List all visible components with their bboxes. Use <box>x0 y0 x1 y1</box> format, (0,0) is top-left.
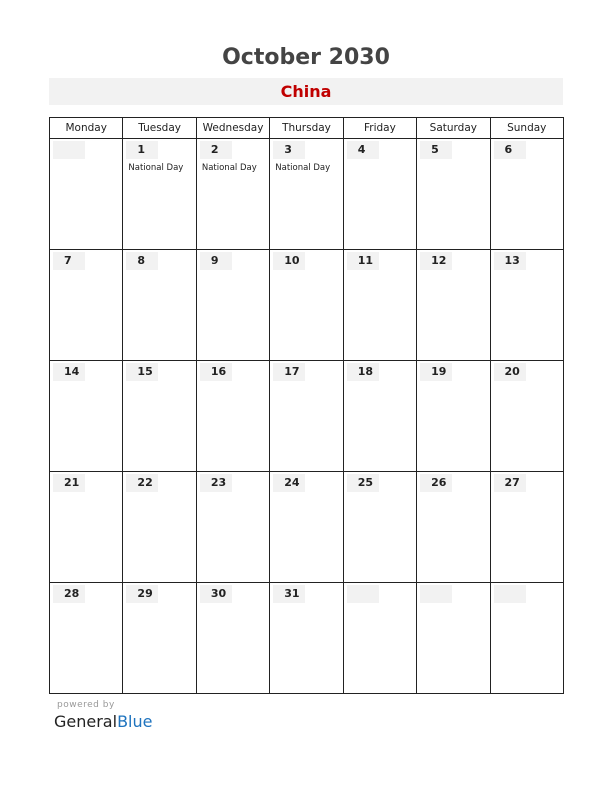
day-number: 27 <box>494 474 526 492</box>
day-cell[interactable] <box>490 250 563 361</box>
day-number <box>53 141 85 159</box>
calendar-title: October 2030 <box>222 45 390 70</box>
day-number: 4 <box>347 141 379 159</box>
day-cell[interactable] <box>270 583 343 694</box>
weekday-header-row <box>50 118 564 139</box>
weekday-header: Monday <box>50 118 123 139</box>
day-number <box>420 585 452 603</box>
day-number: 18 <box>347 363 379 381</box>
day-number: 22 <box>126 474 158 492</box>
day-number: 3 <box>273 141 305 159</box>
day-cell[interactable] <box>196 250 269 361</box>
week-row <box>50 583 564 694</box>
day-cell[interactable] <box>343 583 416 694</box>
calendar-grid <box>49 117 564 694</box>
country-name: China <box>280 82 332 101</box>
holiday-label: National Day <box>275 163 331 173</box>
day-cell[interactable] <box>196 361 269 472</box>
day-number: 20 <box>494 363 526 381</box>
day-cell[interactable] <box>490 472 563 583</box>
day-number: 19 <box>420 363 452 381</box>
day-number: 2 <box>200 141 232 159</box>
week-row <box>50 250 564 361</box>
day-cell[interactable] <box>270 361 343 472</box>
day-cell[interactable] <box>270 472 343 583</box>
day-cell[interactable] <box>123 583 196 694</box>
day-number: 30 <box>200 585 232 603</box>
week-row <box>50 139 564 250</box>
day-number: 29 <box>126 585 158 603</box>
day-number: 16 <box>200 363 232 381</box>
day-cell[interactable] <box>50 583 123 694</box>
day-cell[interactable] <box>123 139 196 250</box>
day-number: 5 <box>420 141 452 159</box>
day-cell[interactable] <box>417 361 490 472</box>
day-number: 15 <box>126 363 158 381</box>
day-number: 12 <box>420 252 452 270</box>
holiday-label: National Day <box>128 163 184 173</box>
day-cell[interactable] <box>50 139 123 250</box>
country-banner <box>49 78 563 105</box>
day-number: 1 <box>126 141 158 159</box>
day-number <box>494 585 526 603</box>
day-cell[interactable] <box>270 139 343 250</box>
day-cell[interactable] <box>123 472 196 583</box>
day-cell[interactable] <box>196 139 269 250</box>
day-cell[interactable] <box>417 250 490 361</box>
day-number: 28 <box>53 585 85 603</box>
day-cell[interactable] <box>417 583 490 694</box>
holiday-label: National Day <box>201 163 257 173</box>
day-number: 9 <box>200 252 232 270</box>
day-cell[interactable] <box>50 250 123 361</box>
weekday-header: Tuesday <box>123 118 196 139</box>
day-number: 23 <box>200 474 232 492</box>
day-cell[interactable] <box>123 361 196 472</box>
day-cell[interactable] <box>343 139 416 250</box>
day-cell[interactable] <box>270 250 343 361</box>
day-cell[interactable] <box>196 472 269 583</box>
day-number: 31 <box>273 585 305 603</box>
day-number: 6 <box>494 141 526 159</box>
day-cell[interactable] <box>343 472 416 583</box>
day-number: 26 <box>420 474 452 492</box>
day-number: 7 <box>53 252 85 270</box>
day-number: 24 <box>273 474 305 492</box>
day-number: 8 <box>126 252 158 270</box>
day-number: 17 <box>273 363 305 381</box>
weekday-header: Wednesday <box>196 118 269 139</box>
day-cell[interactable] <box>123 250 196 361</box>
day-cell[interactable] <box>417 139 490 250</box>
day-number: 13 <box>494 252 526 270</box>
weekday-header: Thursday <box>270 118 343 139</box>
brand-logo[interactable] <box>54 712 152 731</box>
powered-by-label: powered by <box>57 700 115 710</box>
day-cell[interactable] <box>490 361 563 472</box>
day-number: 11 <box>347 252 379 270</box>
day-cell[interactable] <box>50 361 123 472</box>
day-cell[interactable] <box>490 139 563 250</box>
weekday-header: Friday <box>343 118 416 139</box>
day-cell[interactable] <box>196 583 269 694</box>
day-number: 14 <box>53 363 85 381</box>
day-number: 21 <box>53 474 85 492</box>
day-cell[interactable] <box>50 472 123 583</box>
week-row <box>50 361 564 472</box>
day-cell[interactable] <box>490 583 563 694</box>
day-number: 25 <box>347 474 379 492</box>
day-cell[interactable] <box>417 472 490 583</box>
brand-blue-text: Blue <box>117 712 153 731</box>
day-cell[interactable] <box>343 250 416 361</box>
week-row <box>50 472 564 583</box>
day-number: 10 <box>273 252 305 270</box>
brand-general-text: General <box>54 712 118 731</box>
weekday-header: Sunday <box>490 118 563 139</box>
day-cell[interactable] <box>343 361 416 472</box>
weekday-header: Saturday <box>417 118 490 139</box>
day-number <box>347 585 379 603</box>
